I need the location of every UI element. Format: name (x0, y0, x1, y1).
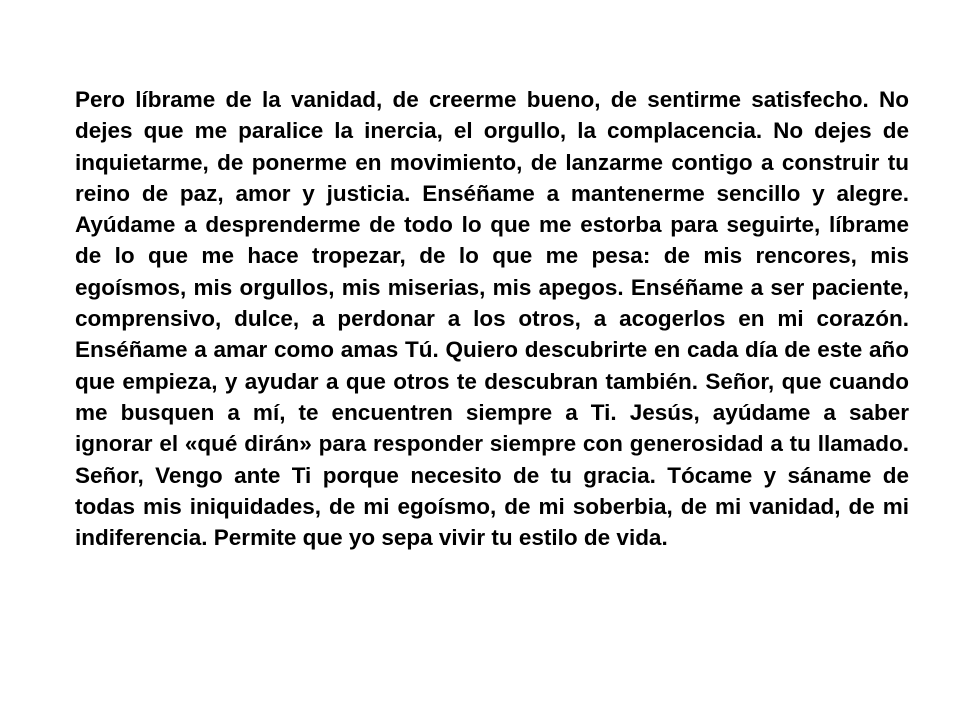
prayer-paragraph: Pero líbrame de la vanidad, de creerme bueno, de sentirme satisfecho. No dejes que me paralice la inercia, el orgullo, la complacencia. No dejes de inquietarme, de ponerme en movimiento, de lanzarme contigo a construir tu reino de paz, amor y justicia. Enséñame a mantenerme sencillo y alegre. Ayúdame a desprenderme de todo lo que me estorba para seguirte, líbrame de lo que me hace tropezar, de lo que me pesa: de mis rencores, mis egoísmos, mis orgullos, mis miserias, mis apegos. Enséñame a ser paciente, comprensivo, dulce, a perdonar a los otros, a acogerlos en mi corazón. Enséñame a amar como amas Tú. Quiero descubrirte en cada día de este año que empieza, y ayudar a que otros te descubran también. Señor, que cuando me busquen a mí, te encuentren siempre a Ti. Jesús, ayúdame a saber ignorar el «qué dirán» para responder siempre con generosidad a tu llamado. Señor, Vengo ante Ti porque necesito de tu gracia. Tócame y sáname de todas mis iniquidades, de mi egoísmo, de mi soberbia, de mi vanidad, de mi indiferencia. Permite que yo sepa vivir tu estilo de vida. (75, 87, 909, 551)
